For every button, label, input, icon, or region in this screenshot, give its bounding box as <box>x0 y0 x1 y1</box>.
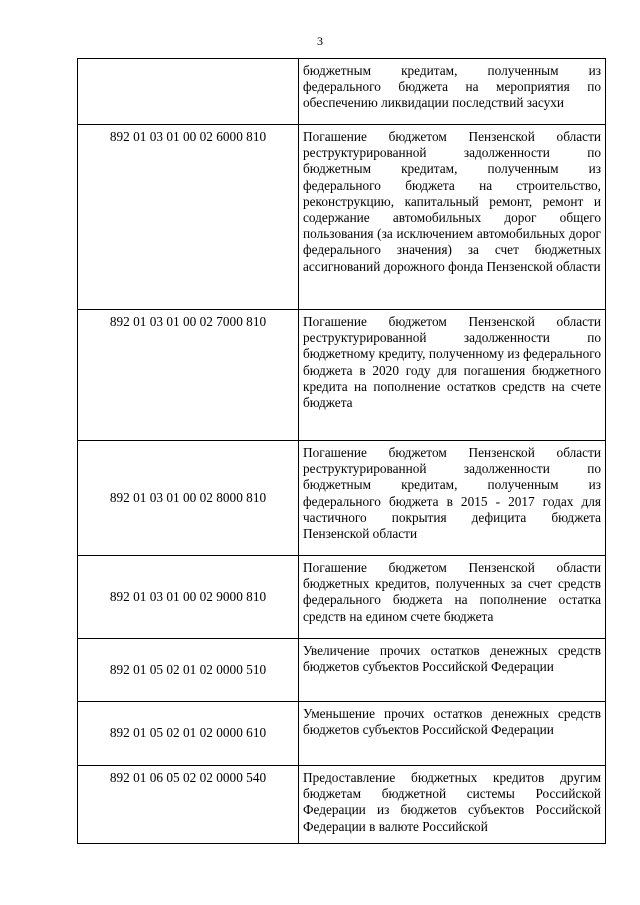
description-cell: Погашение бюджетом Пензенской области реструктурированной задолженности по бюджетным кредитам, полученным из федерального бюджета на строительство, реконструкцию, капитальный ремонт, ремонт и содержание автомобильных дорог общего пользования (за исключением автомобильных дорог федерального значения) за счет бюджетных ассигнований дорожного фонда Пензенской области <box>299 125 606 310</box>
table-row <box>78 556 606 639</box>
code-cell: 892 01 03 01 00 02 7000 810 <box>78 310 299 441</box>
table-row <box>78 125 606 310</box>
table-row <box>78 310 606 441</box>
table-row <box>78 441 606 556</box>
code-cell <box>78 59 299 125</box>
description-cell: Уменьшение прочих остатков денежных средств бюджетов субъектов Российской Федерации <box>299 702 606 766</box>
code-cell: 892 01 05 02 01 02 0000 610 <box>78 702 299 766</box>
table-row <box>78 766 606 844</box>
code-cell: 892 01 03 01 00 02 6000 810 <box>78 125 299 310</box>
code-cell: 892 01 06 05 02 02 0000 540 <box>78 766 299 844</box>
code-cell: 892 01 03 01 00 02 9000 810 <box>78 556 299 639</box>
description-cell: бюджетным кредитам, полученным из федерального бюджета на мероприятия по обеспечению ликвидации последствий засухи <box>299 59 606 125</box>
budget-codes-table <box>77 58 606 844</box>
table-row <box>78 702 606 766</box>
description-cell: Предоставление бюджетных кредитов другим бюджетам бюджетной системы Российской Федерации из бюджетов субъектов Российской Федерации в валюте Российской <box>299 766 606 844</box>
page-number: 3 <box>317 34 323 48</box>
description-cell: Увеличение прочих остатков денежных средств бюджетов субъектов Российской Федерации <box>299 639 606 702</box>
table-row <box>78 639 606 702</box>
description-cell: Погашение бюджетом Пензенской области бюджетных кредитов, полученных за счет средств федерального бюджета на пополнение остатка средств на едином счете бюджета <box>299 556 606 639</box>
code-cell: 892 01 05 02 01 02 0000 510 <box>78 639 299 702</box>
table-row <box>78 59 606 125</box>
code-cell: 892 01 03 01 00 02 8000 810 <box>78 441 299 556</box>
description-cell: Погашение бюджетом Пензенской области реструктурированной задолженности по бюджетному кредиту, полученному из федерального бюджета в 2020 году для погашения бюджетного кредита на пополнение остатков средств на счете бюджета <box>299 310 606 441</box>
description-cell: Погашение бюджетом Пензенской области реструктурированной задолженности по бюджетным кредитам, полученным из федерального бюджета в 2015 - 2017 годах для частичного покрытия дефицита бюджета Пензенской области <box>299 441 606 556</box>
